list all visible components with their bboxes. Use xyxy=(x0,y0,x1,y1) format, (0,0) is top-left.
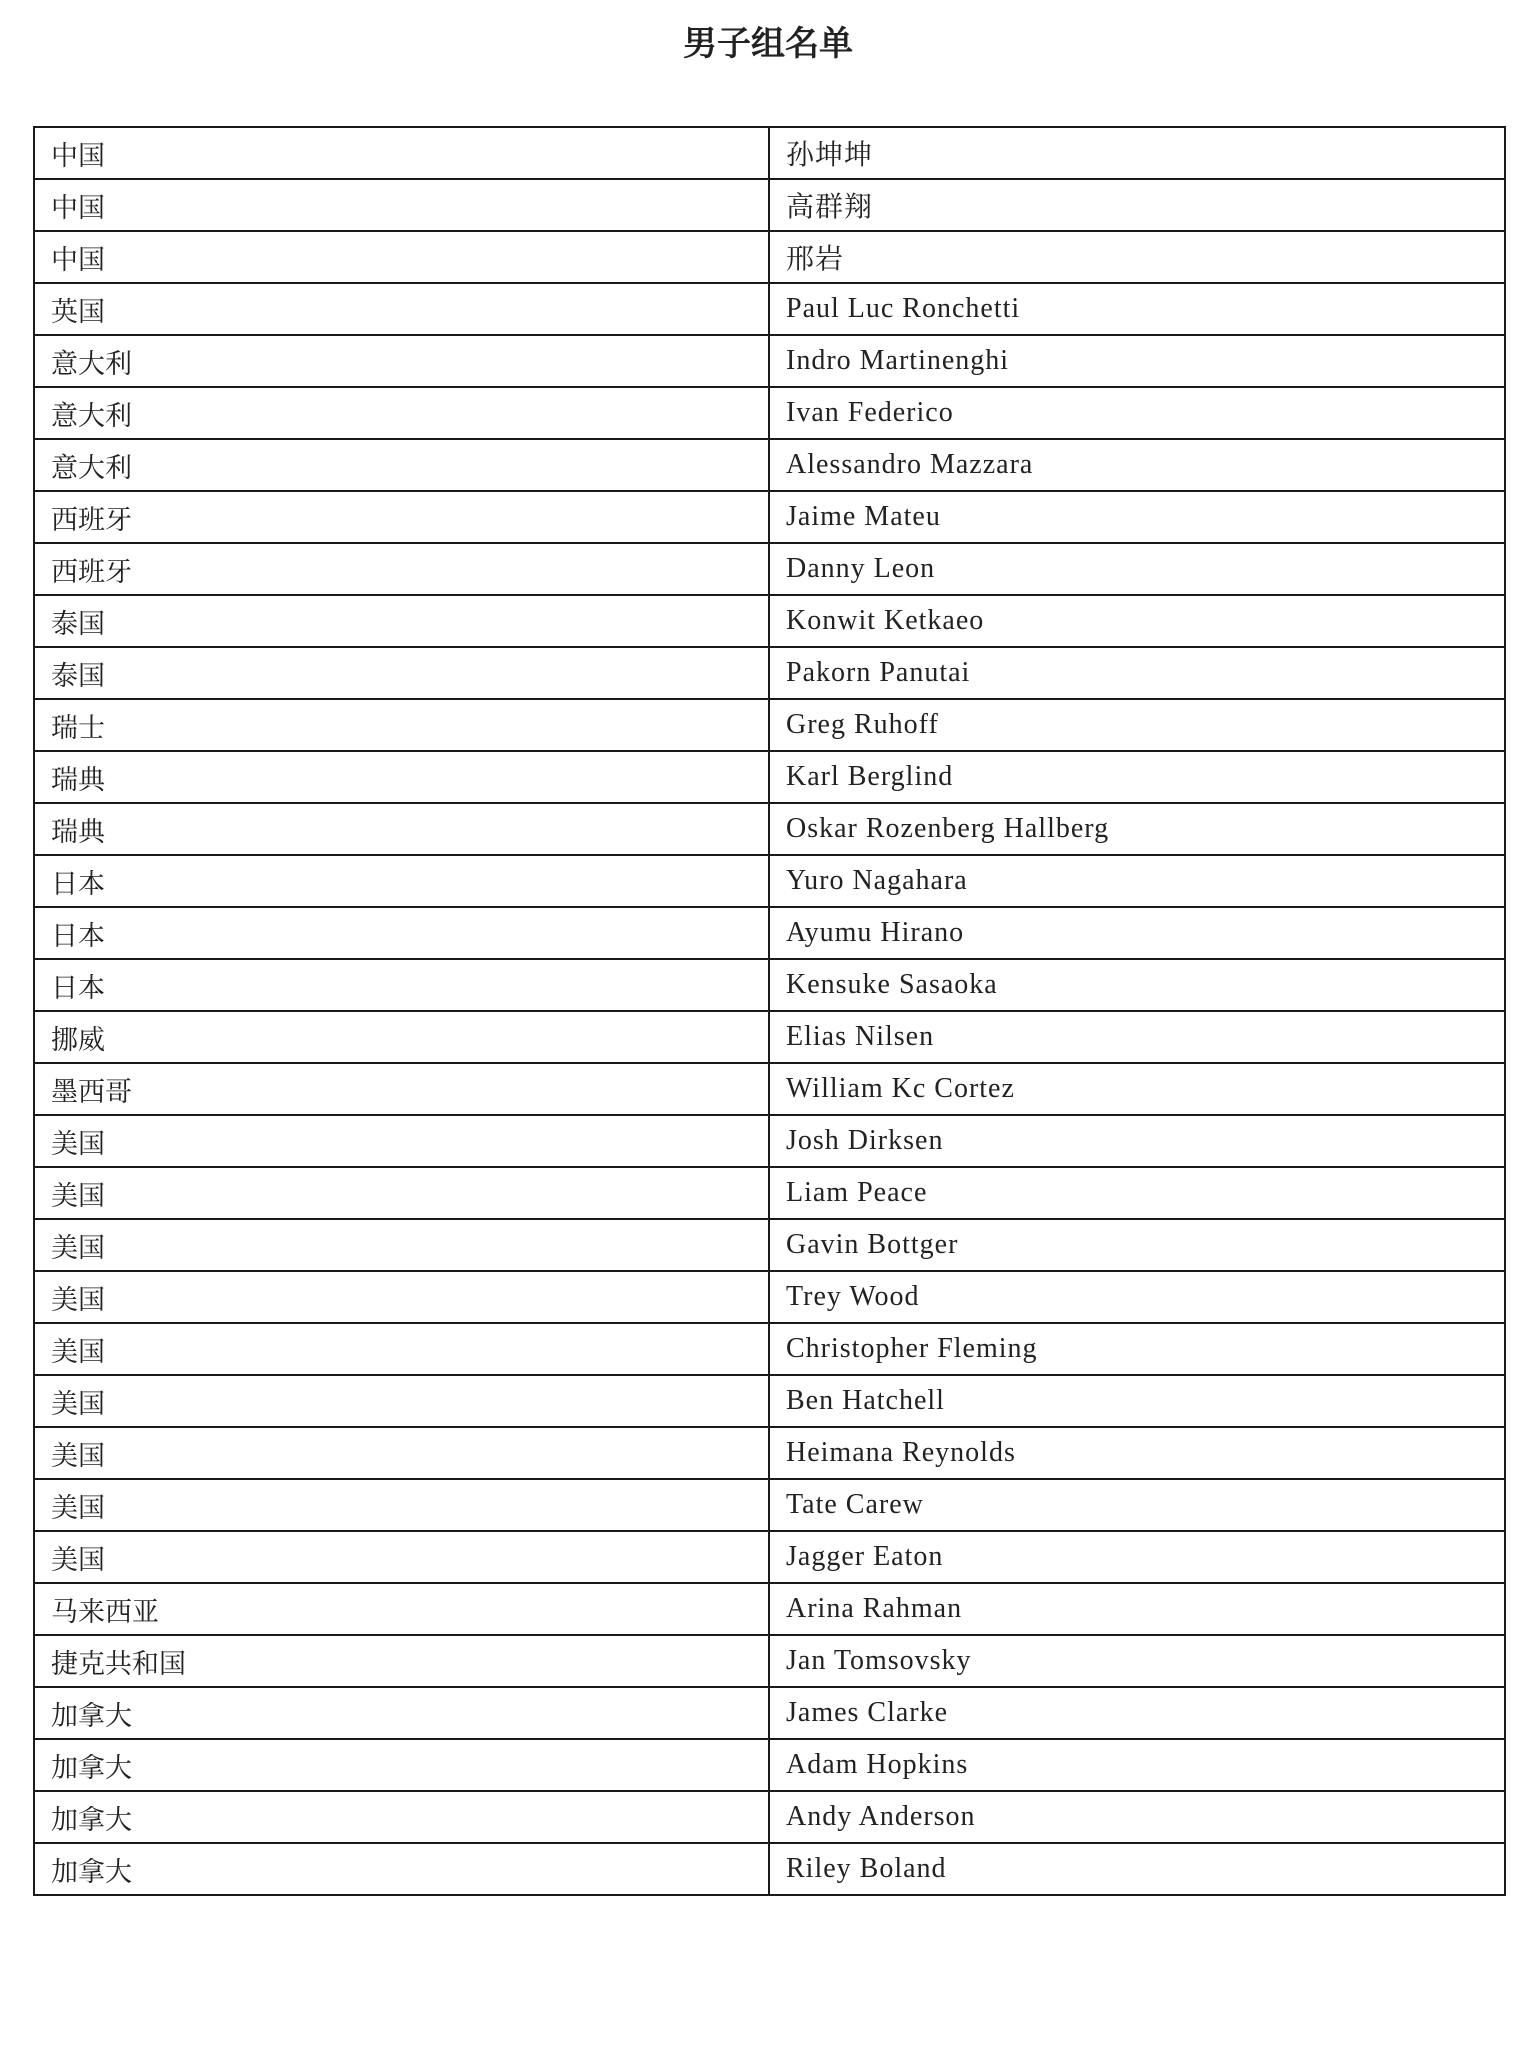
table-row xyxy=(34,1687,1505,1739)
athlete-name-cell: Andy Anderson xyxy=(769,1791,1505,1843)
country-cell: 意大利 xyxy=(34,439,769,491)
table-row xyxy=(34,1479,1505,1531)
table-row xyxy=(34,439,1505,491)
table-row xyxy=(34,1375,1505,1427)
athlete-name-cell: Heimana Reynolds xyxy=(769,1427,1505,1479)
athlete-name-cell: Christopher Fleming xyxy=(769,1323,1505,1375)
athlete-name-cell: James Clarke xyxy=(769,1687,1505,1739)
table-row xyxy=(34,699,1505,751)
country-cell: 加拿大 xyxy=(34,1687,769,1739)
country-cell: 美国 xyxy=(34,1219,769,1271)
country-cell: 捷克共和国 xyxy=(34,1635,769,1687)
table-row xyxy=(34,231,1505,283)
athlete-name-cell: Jagger Eaton xyxy=(769,1531,1505,1583)
table-row xyxy=(34,1219,1505,1271)
athlete-name-cell: Jan Tomsovsky xyxy=(769,1635,1505,1687)
table-row xyxy=(34,1063,1505,1115)
athlete-name-cell: 高群翔 xyxy=(769,179,1505,231)
athlete-name-cell: Ivan Federico xyxy=(769,387,1505,439)
table-row xyxy=(34,1791,1505,1843)
table-row xyxy=(34,751,1505,803)
country-cell: 意大利 xyxy=(34,335,769,387)
athlete-name-cell: William Kc Cortez xyxy=(769,1063,1505,1115)
country-cell: 瑞典 xyxy=(34,803,769,855)
table-row xyxy=(34,1011,1505,1063)
country-cell: 墨西哥 xyxy=(34,1063,769,1115)
athlete-name-cell: Paul Luc Ronchetti xyxy=(769,283,1505,335)
athlete-name-cell: Pakorn Panutai xyxy=(769,647,1505,699)
table-row xyxy=(34,1635,1505,1687)
athlete-name-cell: Kensuke Sasaoka xyxy=(769,959,1505,1011)
country-cell: 美国 xyxy=(34,1427,769,1479)
table-row xyxy=(34,1115,1505,1167)
athlete-name-cell: Josh Dirksen xyxy=(769,1115,1505,1167)
country-cell: 挪威 xyxy=(34,1011,769,1063)
page-title: 男子组名单 xyxy=(683,24,853,64)
table-row xyxy=(34,335,1505,387)
table-row xyxy=(34,1167,1505,1219)
country-cell: 美国 xyxy=(34,1479,769,1531)
country-cell: 美国 xyxy=(34,1375,769,1427)
roster-table xyxy=(33,126,1506,1896)
athlete-name-cell: Ayumu Hirano xyxy=(769,907,1505,959)
country-cell: 美国 xyxy=(34,1531,769,1583)
country-cell: 美国 xyxy=(34,1167,769,1219)
table-row xyxy=(34,1531,1505,1583)
table-row xyxy=(34,1323,1505,1375)
country-cell: 日本 xyxy=(34,907,769,959)
table-row xyxy=(34,1583,1505,1635)
athlete-name-cell: Gavin Bottger xyxy=(769,1219,1505,1271)
athlete-name-cell: Greg Ruhoff xyxy=(769,699,1505,751)
table-row xyxy=(34,855,1505,907)
country-cell: 美国 xyxy=(34,1115,769,1167)
country-cell: 瑞士 xyxy=(34,699,769,751)
country-cell: 日本 xyxy=(34,855,769,907)
country-cell: 西班牙 xyxy=(34,491,769,543)
athlete-name-cell: Konwit Ketkaeo xyxy=(769,595,1505,647)
table-row xyxy=(34,1843,1505,1895)
roster-body xyxy=(34,127,1505,1895)
athlete-name-cell: Indro Martinenghi xyxy=(769,335,1505,387)
country-cell: 马来西亚 xyxy=(34,1583,769,1635)
table-row xyxy=(34,1739,1505,1791)
country-cell: 加拿大 xyxy=(34,1843,769,1895)
table-row xyxy=(34,179,1505,231)
athlete-name-cell: Adam Hopkins xyxy=(769,1739,1505,1791)
athlete-name-cell: Yuro Nagahara xyxy=(769,855,1505,907)
country-cell: 美国 xyxy=(34,1271,769,1323)
country-cell: 意大利 xyxy=(34,387,769,439)
table-row xyxy=(34,283,1505,335)
country-cell: 加拿大 xyxy=(34,1791,769,1843)
country-cell: 中国 xyxy=(34,127,769,179)
table-row xyxy=(34,1427,1505,1479)
athlete-name-cell: Oskar Rozenberg Hallberg xyxy=(769,803,1505,855)
table-row xyxy=(34,595,1505,647)
table-row xyxy=(34,491,1505,543)
table-row xyxy=(34,387,1505,439)
athlete-name-cell: Trey Wood xyxy=(769,1271,1505,1323)
athlete-name-cell: Liam Peace xyxy=(769,1167,1505,1219)
table-row xyxy=(34,907,1505,959)
table-row xyxy=(34,127,1505,179)
table-row xyxy=(34,1271,1505,1323)
athlete-name-cell: Alessandro Mazzara xyxy=(769,439,1505,491)
athlete-name-cell: Tate Carew xyxy=(769,1479,1505,1531)
country-cell: 中国 xyxy=(34,231,769,283)
table-row xyxy=(34,959,1505,1011)
athlete-name-cell: Riley Boland xyxy=(769,1843,1505,1895)
country-cell: 加拿大 xyxy=(34,1739,769,1791)
athlete-name-cell: 邢岩 xyxy=(769,231,1505,283)
country-cell: 英国 xyxy=(34,283,769,335)
table-row xyxy=(34,647,1505,699)
country-cell: 泰国 xyxy=(34,647,769,699)
country-cell: 瑞典 xyxy=(34,751,769,803)
athlete-name-cell: Ben Hatchell xyxy=(769,1375,1505,1427)
athlete-name-cell: Elias Nilsen xyxy=(769,1011,1505,1063)
athlete-name-cell: 孙坤坤 xyxy=(769,127,1505,179)
country-cell: 西班牙 xyxy=(34,543,769,595)
athlete-name-cell: Jaime Mateu xyxy=(769,491,1505,543)
athlete-name-cell: Karl Berglind xyxy=(769,751,1505,803)
athlete-name-cell: Arina Rahman xyxy=(769,1583,1505,1635)
country-cell: 美国 xyxy=(34,1323,769,1375)
table-row xyxy=(34,803,1505,855)
country-cell: 日本 xyxy=(34,959,769,1011)
athlete-name-cell: Danny Leon xyxy=(769,543,1505,595)
country-cell: 泰国 xyxy=(34,595,769,647)
country-cell: 中国 xyxy=(34,179,769,231)
table-row xyxy=(34,543,1505,595)
